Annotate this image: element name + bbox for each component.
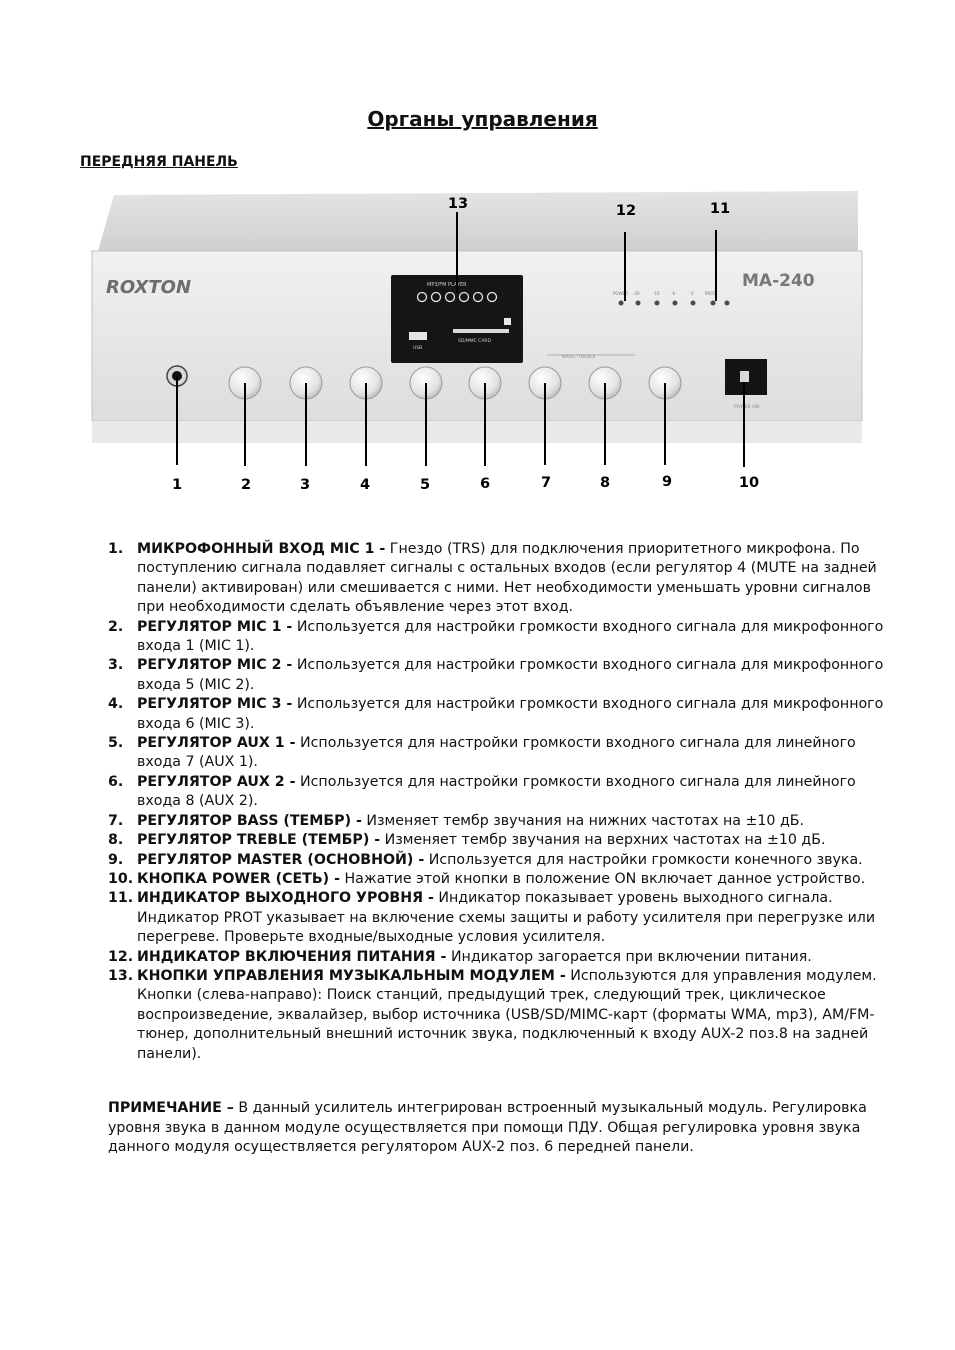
note-paragraph [108,1099,888,1157]
callout-7: 7 [540,475,552,491]
amplifier-front-panel [80,185,880,505]
svg-text:-6: -6 [671,291,675,296]
callout-5: 5 [419,477,431,493]
callout-2: 2 [240,477,252,493]
callout-13: 13 [447,196,469,212]
list-item: 10. КНОПКА POWER (СЕТЬ) - Нажатие этой кнопки в положение ON включает данное устройство. [108,870,866,887]
list-item: 12. ИНДИКАТОР ВКЛЮЧЕНИЯ ПИТАНИЯ - Индикатор загорается при включении питания. [108,948,812,965]
list-item: 6. РЕГУЛЯТОР AUX 2 - Используется для настройки громкости входного сигнала для линейного входа 8 (AUX 2). [108,773,856,810]
power-switch-label: POWER ON [734,405,760,410]
callout-4: 4 [359,477,371,493]
list-item: 13. КНОПКИ УПРАВЛЕНИЯ МУЗЫКАЛЬНЫМ МОДУЛЕМ - Используются для управления модулем. Кнопки (слева-направо): Поиск станций, предыдущий трек, следующий трек, циклическое воспроизведение, эквалайзер, выбор источника (USB/SD/MIMC-карт (форматы WMA, mp3), AM/FM-тюнер, дополнительный внешний источник звука, подключенный к входу AUX-2 поз.8 на задней панели). [108,967,877,1062]
ir-window [504,318,511,325]
model-label: MA-240 [742,271,815,291]
note-text: В данный усилитель интегрирован встроенный музыкальный модуль. Регулировка уровня звука в данном модуле осуществляется при помощи ПДУ. Общая регулировка уровня звука данного модуля осуществляется регулятором AUX-2 поз. 6 передней панели. [108,1100,867,1155]
list-item: 3. РЕГУЛЯТОР MIC 2 - Используется для настройки громкости входного сигнала для микрофонного входа 5 (MIC 2). [108,657,884,693]
svg-text:0: 0 [691,291,694,296]
callout-9: 9 [661,474,673,490]
mp3-module-label: MP3/FM PLAYER [427,282,467,288]
controls-list [108,540,888,1064]
chassis-shadow [92,421,862,443]
usb-port [409,332,427,340]
page-title: Органы управления [367,107,598,131]
list-item: 11. ИНДИКАТОР ВЫХОДНОГО УРОВНЯ - Индикатор показывает уровень выходного сигнала. Индикатор PROT указывает на включение схемы защиты и работу усилителя при перегрузке или перегреве. Проверьте входные/выходные условия усилителя. [108,890,876,946]
callout-1: 1 [171,477,183,493]
list-item: 1. МИКРОФОННЫЙ ВХОД MIC 1 - Гнездо (TRS) для подключения приоритетного микрофона. По поступлению сигнала подавляет сигналы с остальных входов (если регулятор 4 (MUTE на задней панели) активирован) или смешивается с ними. Нет необходимости уменьшать уровни сигналов при необходимости сделать объявление через этот вход. [108,541,877,616]
svg-text:POWER: POWER [613,291,628,296]
front-panel-figure [80,185,880,505]
tone-label: BASS / TREBLE [562,355,596,360]
sd-slot [453,329,509,333]
callout-6: 6 [479,476,491,492]
callout-3: 3 [299,477,311,493]
list-item: 5. РЕГУЛЯТОР AUX 1 - Используется для настройки громкости входного сигнала для линейного входа 7 (AUX 1). [108,735,856,771]
usb-label: USB [413,346,423,351]
sd-label: SD/MMC CARD [458,339,491,344]
chassis-top [98,191,858,251]
svg-text:-20: -20 [633,291,640,296]
section-heading: ПЕРЕДНЯЯ ПАНЕЛЬ [80,154,238,170]
list-item: 4. РЕГУЛЯТОР MIC 3 - Используется для настройки громкости входного сигнала для микрофонного входа 6 (MIC 3). [108,696,884,732]
callout-12: 12 [615,203,637,219]
callout-8: 8 [599,475,611,491]
callout-11: 11 [709,201,731,217]
brand-logo: ROXTON [106,277,192,298]
list-item: 7. РЕГУЛЯТОР BASS (ТЕМБР) - Изменяет тембр звучания на нижних частотах на ±10 дБ. [108,812,805,829]
list-item: 8. РЕГУЛЯТОР TREBLE (ТЕМБР) - Изменяет тембр звучания на верхних частотах на ±10 дБ. [108,832,826,849]
list-item: 2. РЕГУЛЯТОР MIC 1 - Используется для настройки громкости входного сигнала для микрофонного входа 1 (MIC 1). [108,618,884,655]
svg-text:-10: -10 [653,291,660,296]
note-term: ПРИМЕЧАНИЕ – [108,1100,234,1117]
svg-text:PROT: PROT [705,291,716,296]
callout-10: 10 [738,475,760,491]
list-item: 9. РЕГУЛЯТОР MASTER (ОСНОВНОЙ) - Используется для настройки громкости конечного звука. [108,851,863,868]
